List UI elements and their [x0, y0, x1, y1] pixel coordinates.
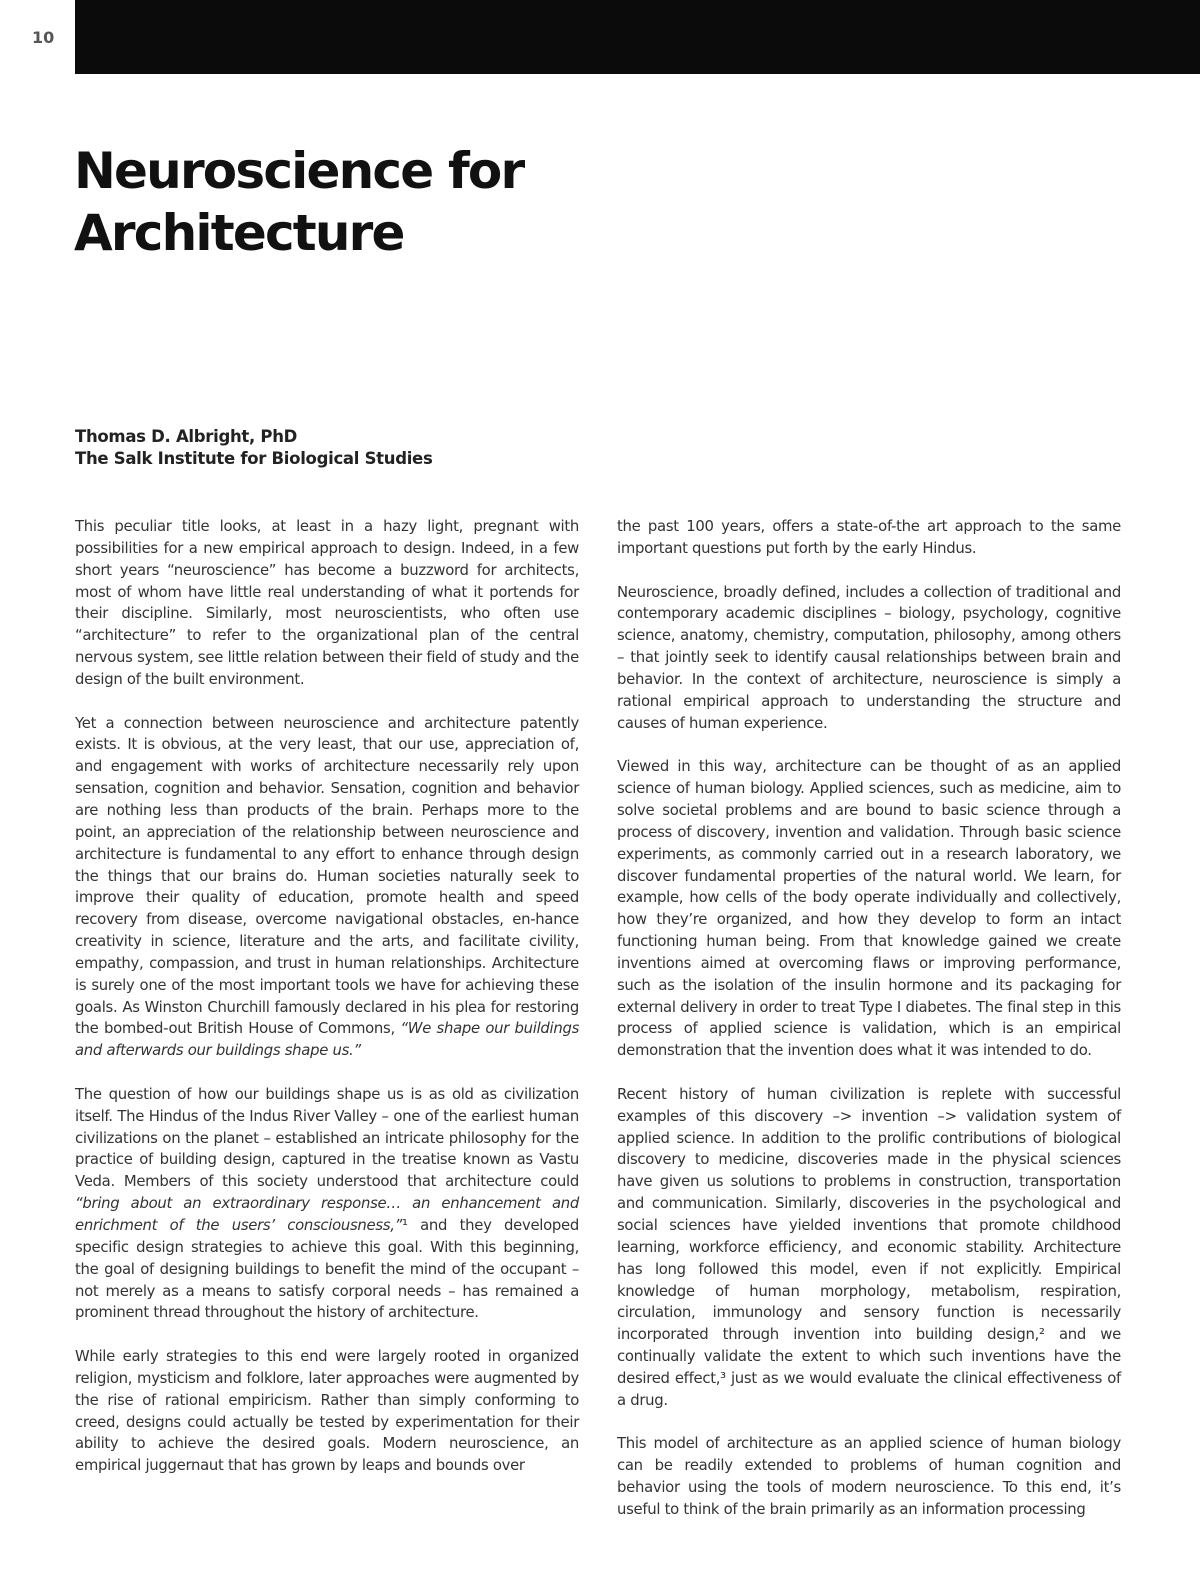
title-line-2: Architecture — [74, 204, 404, 262]
footnote-ref-2: ² — [1038, 1325, 1045, 1344]
paragraph-text: Recent history of human civilization is replete with successful examples of this discovery –> invention –> validation system of applied science. In addition to the prolific contributions of biological discovery to medicine, discoveries made in the physical sciences have given us solutions to problems in construction, transportation and communication. Similarly, discoveries in the psychological and social sciences have yielded inventions that promote childhood learning, workforce efficiency, and economic stability. Architecture has long followed this model, even if not explicitly. Empirical knowledge of human morphology, metabolism, respiration, circulation, immunology and sensory function is necessarily incorporated through invention into building design, — [617, 1084, 1121, 1344]
right-column — [617, 516, 1121, 1543]
page-title — [74, 140, 774, 264]
header-bar — [75, 0, 1200, 74]
paragraph-text: just as we would evaluate the clinical effectiveness of a drug. — [617, 1368, 1121, 1409]
paragraph: This peculiar title looks, at least in a hazy light, pregnant with possibilities for a new empirical approach to design. Indeed, in a few short years “neuroscience” has become a buzzword for architects, most of whom have little real understanding of what it portends for their discipline. Similarly, most neuroscientists, who often use “architecture” to refer to the organizational plan of the central nervous system, see little relation between their field of study and the design of the built environment. — [75, 517, 579, 688]
paragraph: This model of architecture as an applied science of human biology can be readily extended to problems of human cognition and behavior using the tools of modern neuroscience. To this end, it’s useful to think of the brain primarily as an information processing — [617, 1434, 1121, 1518]
page-number: 10 — [32, 28, 55, 47]
vastu-veda-quote: “bring about an extraordinary response… an enhancement and enrichment of the users’ consciousness,” — [75, 1194, 579, 1234]
paragraph: the past 100 years, offers a state-of-the art approach to the same important questions put forth by the early Hindus. — [617, 517, 1121, 557]
title-line-1: Neuroscience for — [74, 142, 524, 200]
paragraph-text: and they developed specific design strategies to achieve this goal. With this beginning, the goal of designing buildings to benefit the mind of the occupant – not merely as a means to satisfy corporal needs – has remained a prominent thread throughout the history of architecture. — [75, 1216, 579, 1322]
paragraph: Neuroscience, broadly defined, includes a collection of traditional and contemporary academic disciplines – biology, psychology, cognitive science, anatomy, chemistry, computation, philosophy, among others – that jointly seek to identify causal relationships between brain and behavior. In the context of architecture, neuroscience is simply a rational empirical approach to understanding the structure and causes of human experience. — [617, 582, 1121, 732]
paragraph: While early strategies to this end were largely rooted in organized religion, mysticism and folklore, later approaches were augmented by the rise of rational empiricism. Rather than simply conforming to creed, designs could actually be tested by experimentation for their ability to achieve the desired goals. Modern neuroscience, an empirical juggernaut that has grown by leaps and bounds over — [75, 1347, 579, 1475]
footnote-ref-1: ¹ — [402, 1216, 408, 1234]
paragraph-text: The question of how our buildings shape us is as old as civilization itself. The Hindus of the Indus River Valley – one of the earliest human civilizations on the planet – established an intricate philosophy for the practice of building design, captured in the treatise known as Vastu Veda. Members of this society understood that architecture could — [75, 1084, 579, 1191]
left-column — [75, 516, 579, 1499]
paragraph — [75, 713, 579, 1063]
footnote-ref-3: ³ — [720, 1368, 726, 1387]
paragraph — [617, 1084, 1121, 1412]
churchill-quote: “We shape our buildings and afterwards our buildings shape us.” — [75, 1019, 580, 1060]
author-affiliation: The Salk Institute for Biological Studies — [75, 449, 433, 468]
paragraph-text: and we continually validate the extent to which such inventions have the desired effect, — [617, 1325, 1121, 1387]
byline — [75, 426, 432, 470]
paragraph — [75, 1084, 579, 1324]
paragraph-text: Yet a connection between neuroscience and architecture patently exists. It is obvious, at the very least, that our use, appreciation of, and engagement with works of architecture necessarily rely upon sensation, cognition and behavior. Sensation, cognition and behavior are nothing less than products of the brain. Perhaps more to the point, an appreciation of the relationship between neuroscience and architecture is fundamental to any effort to enhance through design the things that our brains do. Human societies naturally seek to improve their quality of education, promote health and speed recovery from disease, overcome navigational obstacles, en-hance creativity in science, literature and the arts, and facilitate civility, empathy, compassion, and trust in human relationships. Architecture is surely one of the most important tools we have for achieving these goals. As Winston Churchill famously declared in his plea for restoring the bombed-out British House of Commons, — [75, 713, 579, 1038]
paragraph: Viewed in this way, architecture can be thought of as an applied science of human biology. Applied sciences, such as medicine, aim to solve societal problems and are bound to basic science through a process of discovery, invention and validation. Through basic science experiments, as commonly carried out in a research laboratory, we discover fundamental properties of the natural world. We learn, for example, how cells of the body operate individually and collectively, how they’re organized, and how they develop to form an intact functioning human being. From that knowledge gained we create inventions aimed at overcoming flaws or improving performance, such as the isolation of the insulin hormone and its packaging for external delivery in order to treat Type I diabetes. The final step in this process of applied science is validation, which is an empirical demonstration that the invention does what it was intended to do. — [617, 757, 1121, 1060]
author-name: Thomas D. Albright, PhD — [75, 427, 298, 446]
